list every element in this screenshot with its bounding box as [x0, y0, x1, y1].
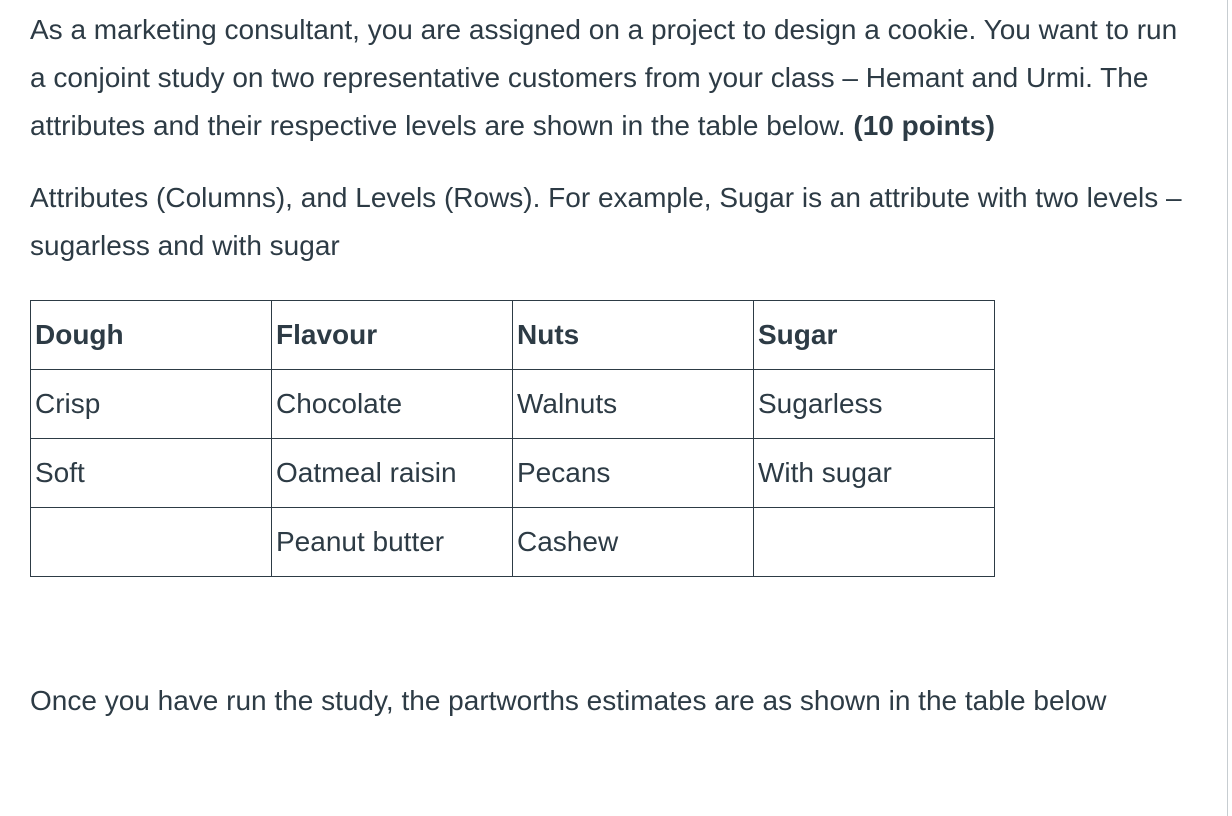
question-content [30, 6, 1200, 725]
attributes-note: Attributes (Columns), and Levels (Rows). For example, Sugar is an attribute with two levels – sugarless and with sugar [30, 182, 1182, 261]
table-cell: Pecans [513, 439, 754, 508]
table-cell: Sugarless [754, 370, 995, 439]
table-cell: Peanut butter [272, 508, 513, 577]
attributes-table [30, 300, 995, 577]
points-label: (10 points) [853, 110, 995, 141]
page-right-border [1227, 0, 1228, 816]
header-dough: Dough [31, 301, 272, 370]
table-cell [31, 508, 272, 577]
table-cell: With sugar [754, 439, 995, 508]
table-cell: Oatmeal raisin [272, 439, 513, 508]
header-flavour: Flavour [272, 301, 513, 370]
intro-paragraph [30, 6, 1200, 150]
table-cell: Chocolate [272, 370, 513, 439]
table-cell: Crisp [31, 370, 272, 439]
table-row [31, 508, 995, 577]
intro-text: As a marketing consultant, you are assigned on a project to design a cookie. You want to run a conjoint study on two representative customers from your class – Hemant and Urmi. The attributes and their respective levels are shown in the table below. [30, 14, 1178, 141]
table-cell: Soft [31, 439, 272, 508]
table-row [31, 439, 995, 508]
table-header-row [31, 301, 995, 370]
table-cell: Walnuts [513, 370, 754, 439]
header-nuts: Nuts [513, 301, 754, 370]
outro-paragraph: Once you have run the study, the partworths estimates are as shown in the table below [30, 685, 1107, 716]
table-cell: Cashew [513, 508, 754, 577]
header-sugar: Sugar [754, 301, 995, 370]
table-cell [754, 508, 995, 577]
table-row [31, 370, 995, 439]
